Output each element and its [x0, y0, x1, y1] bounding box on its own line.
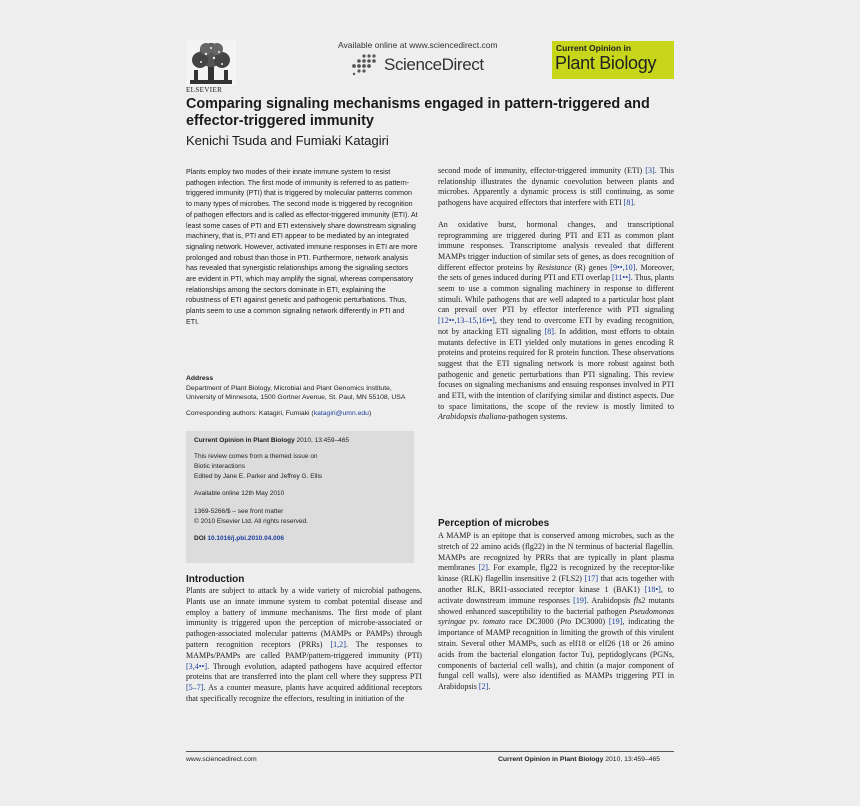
right-text: . This relationship illustrates the dynamic coevolution between plants and microbes. Apparently a dynamic process is still continuing, as some pathogens have acquired effectors that interfere with ETI [438, 166, 675, 208]
article-info-box [186, 431, 414, 563]
reference-link[interactable]: [11••] [612, 273, 631, 283]
perc-text: . Arabidopsis [586, 595, 634, 605]
perc-text: A MAMP is an epitope that is conserved among microbes, such as the stretch of 22 amino acids (flg22) in the N terminus of bacterial flagellin. MAMPs are recognized by PRRs that are typically in plant plasma membranes [438, 531, 674, 573]
right-italic: Arabidopsis thaliana [438, 412, 506, 422]
reference-link[interactable]: [19] [608, 617, 623, 627]
reference-link[interactable]: [8] [623, 198, 634, 208]
perc-text: mutants showed enhanced susceptibility to the bacterial pathogen [438, 595, 674, 616]
abstract: Plants employ two modes of their innate immune system to resist pathogen infection. The first mode of immunity is referred to as pattern-triggered immunity (PTI) that is triggered by molecular patterns common to many types of microbes. The second mode is triggered by recognition of pathogen effectors and is called as effector-triggered immunity (ETI). At least some cases of PTI and ETI extensively share downstream signaling machinery, that is, PTI and ETI appear to be mediated by an integrated signaling network. However, activated immune responses in ETI are more prolonged and robust than those in PTI. Furthermore, network analysis has revealed that synergistic relationships among the signaling sectors are evident in PTI, which may amplify the signal, whereas compensatory relationships among the sectors dominate in ETI, explaining the robustness of ETI against genetic and pathogenic perturbations. Thus, plants seem to use a common signaling network differently in PTI and ETI. [186, 168, 418, 326]
corresponding-label: Corresponding authors: Katagiri, Fumiaki ( [186, 410, 314, 417]
right-text: (R) genes [571, 262, 611, 272]
journal-logo-box [552, 41, 674, 79]
perc-italic: fls2 [633, 595, 646, 605]
infobox-line2: Biotic interactions [194, 463, 245, 470]
infobox-citation [194, 437, 349, 444]
perc-italic: Pto [560, 617, 572, 627]
address-text: Department of Plant Biology, Microbial and Plant Genomics Institute, University of Minnesota, 1500 Gortner Avenue, St. Paul, MN 55108, USA [186, 384, 406, 402]
available-online-text: Available online at www.sciencedirect.com [338, 40, 498, 50]
right-italic: Resistance [537, 262, 572, 272]
corresponding-end: ) [368, 410, 372, 417]
introduction-paragraph [186, 586, 422, 705]
reference-link[interactable]: [17] [584, 574, 599, 584]
reference-link[interactable]: [2] [478, 563, 488, 573]
right-column [438, 166, 674, 423]
perception-paragraph [438, 531, 674, 693]
infobox-available: Available online 12th May 2010 [194, 490, 285, 497]
introduction-heading: Introduction [186, 574, 245, 585]
intro-text-2: . The responses to MAMPs/PAMPs are called PAMP/pattern-triggered immunity (PTI) [186, 639, 422, 660]
reference-link[interactable]: [12••,13–15,16••] [438, 316, 495, 326]
address-heading: Address [186, 375, 214, 382]
journal-logo-line2: Plant Biology [555, 53, 657, 73]
footer-divider [186, 751, 674, 752]
perc-text: . For example, flg22 is recognized by the receptor-like kinase (RLK) flagellin insensitive 2 (FLS2) [438, 563, 674, 584]
reference-link[interactable]: [5–7] [186, 683, 204, 693]
perc-italic: tomato [482, 617, 506, 627]
right-text: . In addition, most efforts to obtain mutants defective in ETI yielded only mutations in genes encoding R proteins and proteins required for R protein function. These observations suggest that the ETI signaling network is more robust against both pathogenic and genetic perturbations than PTI signaling. This review focuses on signaling mechanisms and ensuing responses involved in PTI and ETI, with the intention of clarifying similar and distinct aspects. Due to space limitations, the scope of the review is mostly limited to [438, 326, 674, 411]
doi-link[interactable]: 10.1016/j.pbi.2010.04.006 [207, 535, 284, 542]
elsevier-tree-logo-icon [186, 40, 236, 92]
infobox-line3: Edited by Jane E. Parker and Jeffrey G. Ellis [194, 473, 323, 480]
reference-link[interactable]: [2] [478, 682, 489, 692]
perc-text: DC3000) [571, 617, 609, 627]
right-text: -pathogen systems. [505, 412, 568, 422]
right-paragraph-1 [438, 166, 674, 209]
reference-link[interactable]: [8] [544, 326, 554, 336]
article-authors: Kenichi Tsuda and Fumiaki Katagiri [186, 133, 389, 148]
sciencedirect-wordmark: ScienceDirect [384, 55, 484, 74]
right-text: An oxidative burst, hormonal changes, and transcriptional reprogramming are triggered during PTI and ETI as common plant immune responses. Transcriptome analysis revealed that different MAMPs trigger induction of similar sets of genes, as does recognition of different effector proteins by [438, 219, 674, 272]
footer-website: www.sciencedirect.com [186, 756, 257, 763]
corresponding-email-link[interactable]: katagiri@umn.edu [313, 410, 369, 417]
sciencedirect-dots-icon [350, 53, 380, 77]
perc-text: . [488, 682, 491, 692]
perception-heading: Perception of microbes [438, 518, 550, 529]
reference-link[interactable]: [19] [573, 595, 587, 605]
perc-text: , to activate downstream immune responses [438, 584, 674, 605]
infobox-citation-journal: Current Opinion in Plant Biology [194, 437, 295, 444]
intro-text-3: . Through evolution, adapted pathogens have acquired effector proteins that are transferred into the plant cell where they suppress PTI [186, 661, 422, 682]
footer-journal: Current Opinion in Plant Biology [498, 756, 604, 763]
perc-text: that acts together with another RLK, BRI1-associated receptor kinase 1 (BAK1) [438, 574, 674, 594]
perc-text: race DC3000 ( [505, 617, 561, 627]
address-block [186, 374, 421, 403]
perc-text: pv. [465, 617, 483, 627]
right-text: . [633, 198, 636, 208]
reference-link[interactable]: [3,4••] [186, 661, 208, 671]
perc-text: , indicating the importance of MAMP recognition in limiting the growth of this virulent strain. Several other MAMPs, such as elf18 or elf26 (18 or 26 amino acids from the bacterial elongation factor Tu), peptidoglycans (PGNs, components of bacterial cell walls), and chitin (a major component of fungal cell walls), were also identified as MAMPs triggering PTI in Arabidopsis [438, 617, 675, 692]
infobox-copyright: © 2010 Elsevier Ltd. All rights reserved. [194, 518, 308, 525]
sciencedirect-logo [350, 51, 510, 79]
reference-link[interactable]: [18•] [644, 584, 661, 594]
reference-link[interactable]: [1,2] [330, 639, 346, 649]
infobox-doi [194, 535, 284, 542]
infobox-line1: This review comes from a themed issue on [194, 453, 318, 460]
right-text: . Moreover, the sets of genes induced during PTI and ETI overlap [438, 262, 674, 283]
right-text: , they tend to overcome ETI by evading recognition, not by attacking ETI signaling [438, 316, 674, 336]
right-text: . Thus, plants seem to use a common signaling machinery in response to different stimuli. While pathogens that are well adapted to a particular host plant can prevail over PTI by effector interference with PTI signaling [438, 273, 674, 315]
perc-italic: Pseudomonas syringae [438, 606, 674, 627]
footer-citation [498, 756, 660, 763]
reference-link[interactable]: [3] [645, 166, 655, 175]
article-title: Comparing signaling mechanisms engaged in pattern-triggered and effector-triggered immunity [186, 96, 650, 129]
journal-logo-line1: Current Opinion in [556, 43, 632, 53]
infobox-issn: 1369-5266/$ – see front matter [194, 508, 284, 515]
intro-text-4: . As a counter measure, plants have acquired additional receptors that specifically recognize the effectors, resulting in initiation of the [186, 683, 422, 703]
doi-label: DOI [194, 535, 206, 542]
right-paragraph-2 [438, 220, 674, 423]
elsevier-wordmark: ELSEVIER [186, 86, 223, 94]
corresponding-author [186, 409, 421, 419]
right-text: second mode of immunity, effector-triggered immunity (ETI) [438, 166, 646, 175]
infobox-citation-rest: 2010, 13:459–465 [294, 437, 349, 444]
footer-citation-rest: 2010, 13:459–465 [603, 756, 661, 763]
intro-text-1: Plants are subject to attack by a wide variety of microbial pathogens. Plants use an innate immune system to combat potential disease and employ a battery of immune mechanisms. The first mode of plant immunity is triggered upon the perception of microbe-associated or pathogen-associated molecular patterns (MAMPs or PAMPs) through pattern recognition receptors (PRRs) [186, 586, 422, 649]
reference-link[interactable]: [9••,10] [610, 262, 636, 272]
